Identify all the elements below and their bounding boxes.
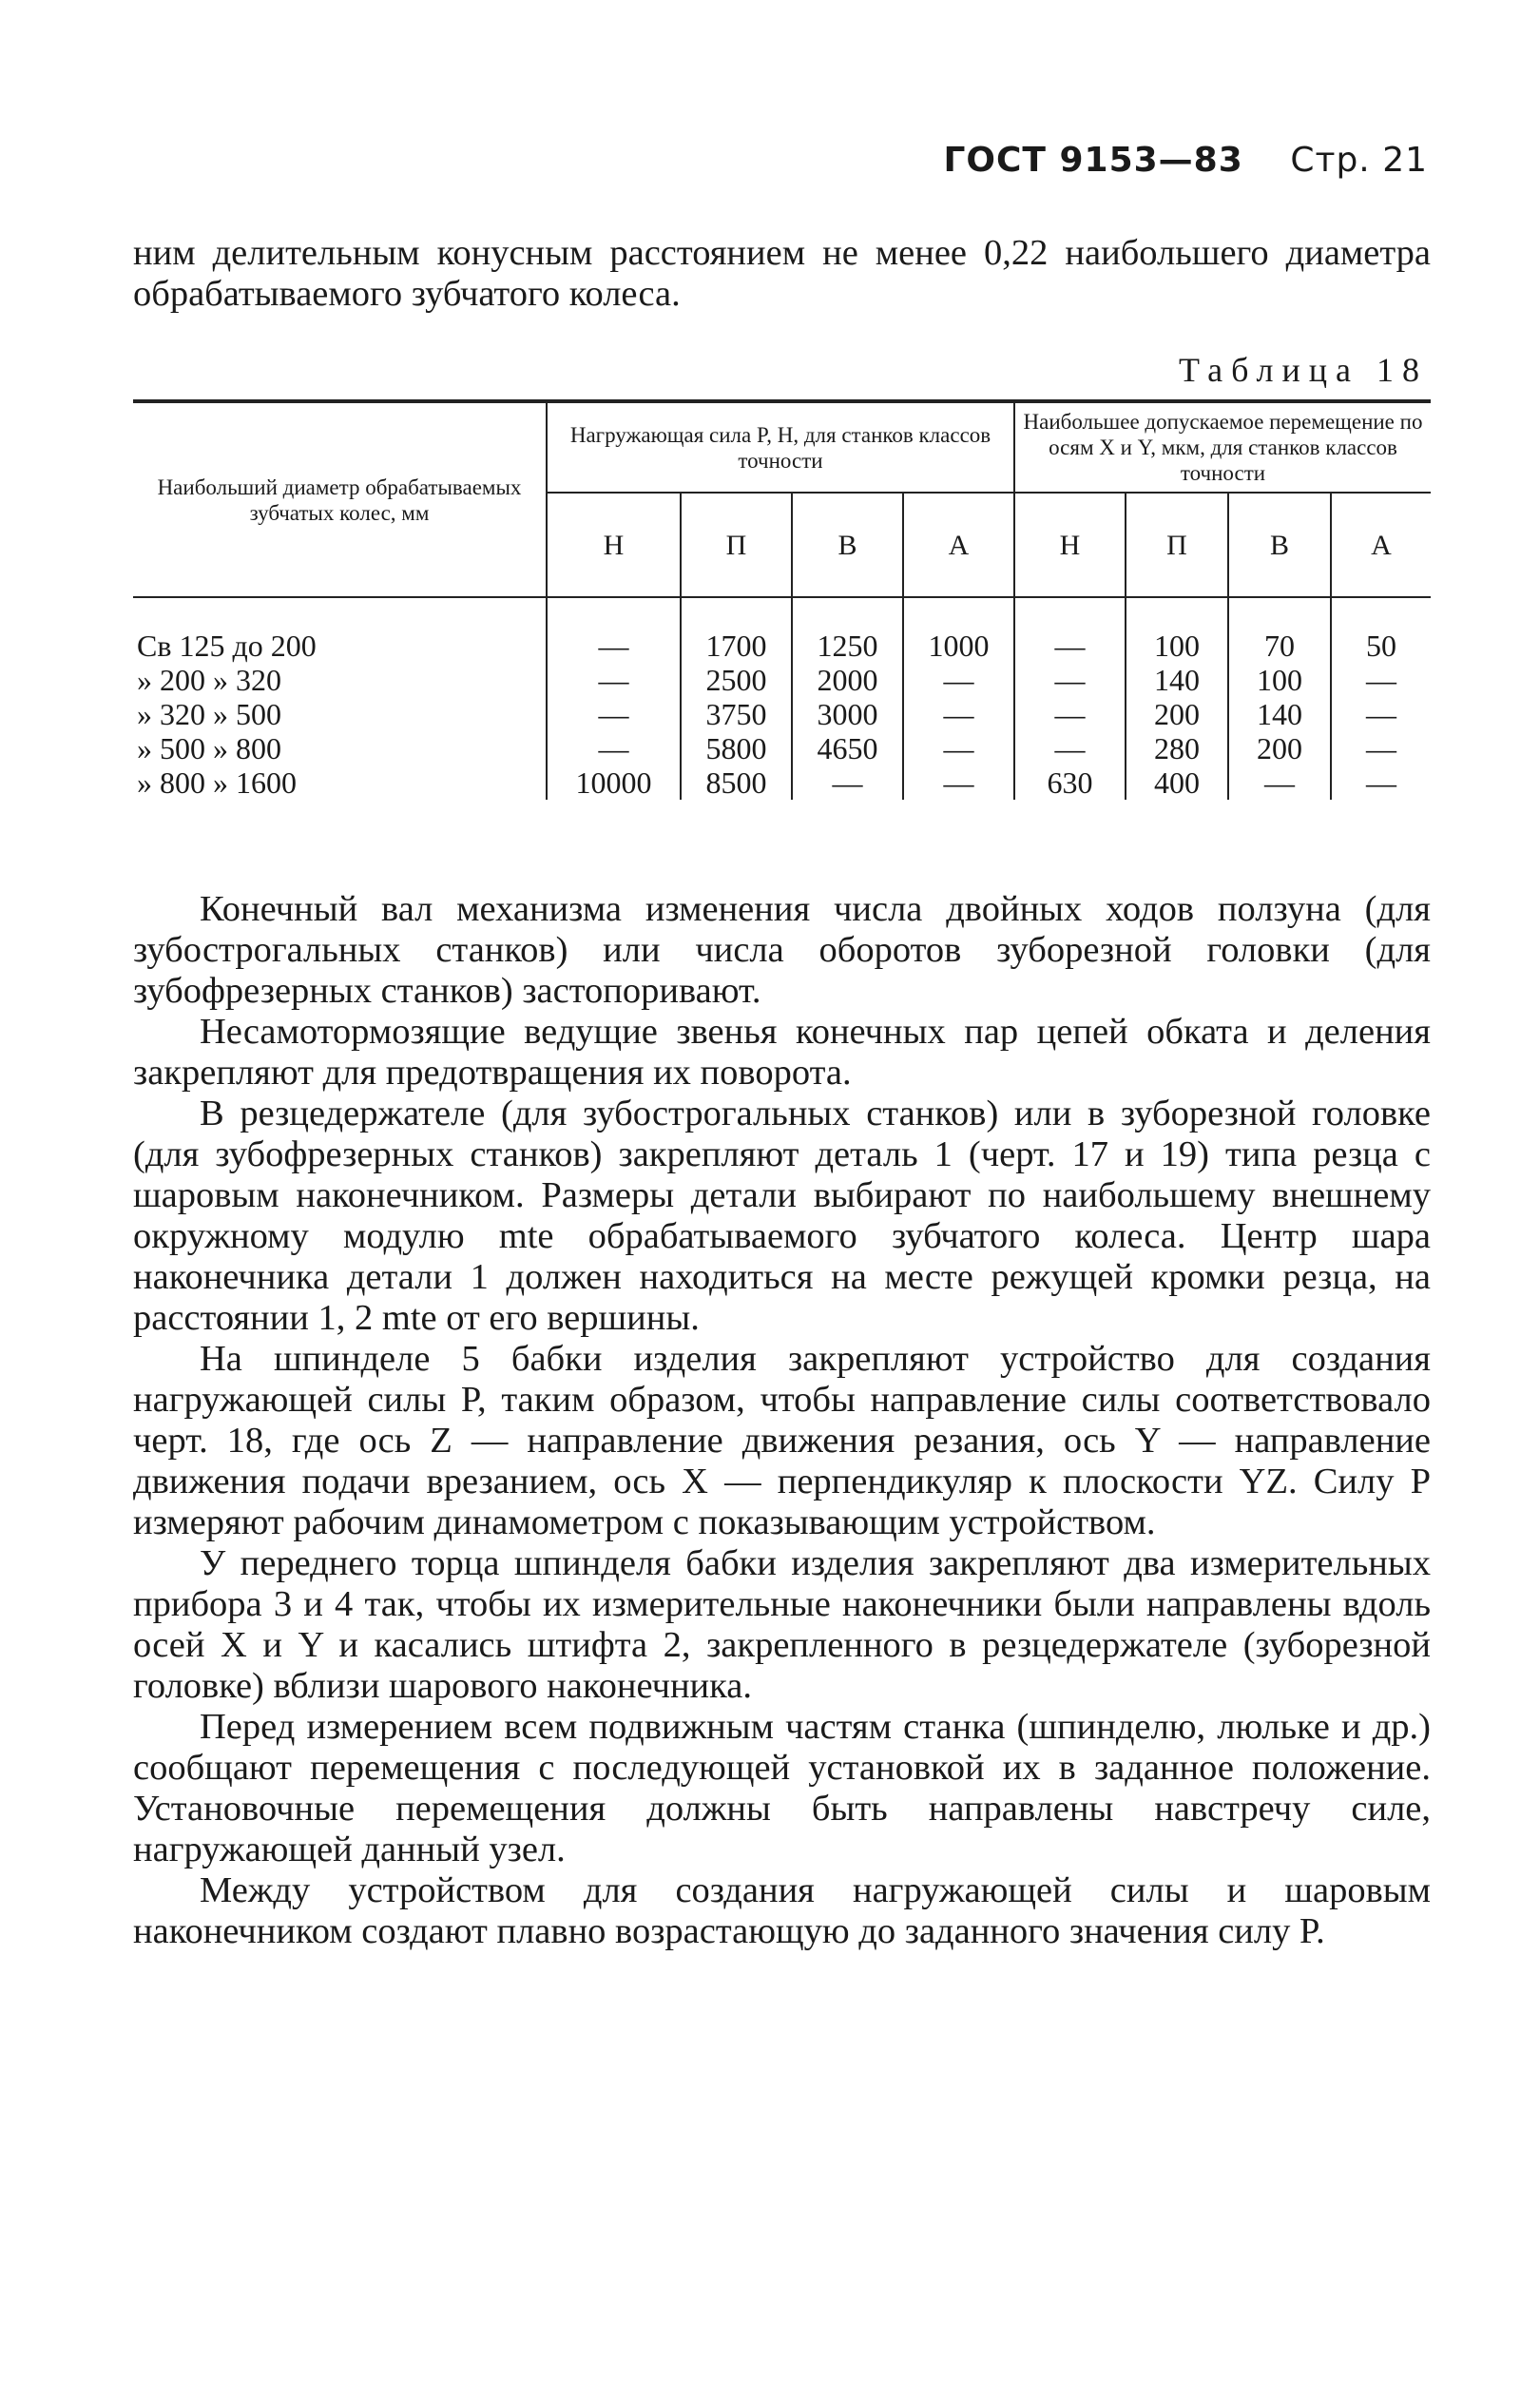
table-cell: — xyxy=(1228,765,1331,800)
table-cell: 4650 xyxy=(792,731,903,765)
table-cell: — xyxy=(547,597,681,663)
table-cell: 70 xyxy=(1228,597,1331,663)
header-class: П xyxy=(1126,493,1228,597)
header-class: Н xyxy=(1014,493,1126,597)
header-class: Н xyxy=(547,493,681,597)
table-cell: 2500 xyxy=(681,663,792,697)
table-cell: 8500 xyxy=(681,765,792,800)
table-row xyxy=(133,663,1431,697)
table-row xyxy=(133,597,1431,663)
table-cell: — xyxy=(1331,663,1431,697)
table-cell: 200 xyxy=(1228,731,1331,765)
table-cell: 1000 xyxy=(903,597,1014,663)
header-diameter: Наибольший диаметр обрабатываемых зубчатых колес, мм xyxy=(157,474,522,525)
table-cell: — xyxy=(547,697,681,731)
table-row xyxy=(133,697,1431,731)
table-title: Таблица 18 xyxy=(1179,351,1428,389)
table-cell: — xyxy=(547,731,681,765)
table-cell: — xyxy=(1014,697,1126,731)
page-header xyxy=(943,141,1428,180)
table-cell: — xyxy=(1014,663,1126,697)
table-cell: 200 xyxy=(1126,697,1228,731)
table-cell: — xyxy=(1331,697,1431,731)
intro-paragraph: ним делительным конусным расстоянием не менее 0,22 наибольшего диаметра обрабатываемого зубчатого колеса. xyxy=(133,233,1431,314)
table-cell: 140 xyxy=(1228,697,1331,731)
diameter-cell: » 200 » 320 xyxy=(137,663,281,697)
intro-text xyxy=(133,233,1431,315)
table-cell: — xyxy=(903,731,1014,765)
header-displacement: Наибольшее допускаемое перемещение по осям X и Y, мкм, для станков классов точности xyxy=(1014,401,1431,493)
table-cell: 630 xyxy=(1014,765,1126,800)
data-table xyxy=(133,399,1431,800)
diameter-cell: Св 125 до 200 xyxy=(137,629,317,663)
table-cell: — xyxy=(903,765,1014,800)
table-cell: 1250 xyxy=(792,597,903,663)
paragraph: Конечный вал механизма изменения числа двойных ходов ползуна (для зубострогальных станков) или числа оборотов зуборезной головки (для зубофрезерных станков) застопоривают. xyxy=(133,889,1431,1011)
table-cell: 50 xyxy=(1331,597,1431,663)
table-row xyxy=(133,765,1431,800)
table-cell: 2000 xyxy=(792,663,903,697)
paragraph: Несамотормозящие ведущие звенья конечных пар цепей обката и деления закрепляют для предотвращения их поворота. xyxy=(133,1012,1431,1093)
paragraph: Перед измерением всем подвижным частям станка (шпинделю, люльке и др.) сообщают перемещения с последующей установкой их в заданное положение. Установочные перемещения должны быть направлены навстречу силе, нагружающей данный узел. xyxy=(133,1707,1431,1869)
paragraph: В резцедержателе (для зубострогальных станков) или в зуборезной головке (для зубофрезерных станков) закрепляют деталь 1 (черт. 17 и 19) типа резца с шаровым наконечником. Размеры детали выбирают по наибольшему внешнему окружному модулю mte обрабатываемого зубчатого колеса. Центр шара наконечника детали 1 должен находиться на месте режущей кромки резца, на расстоянии 1, 2 mte от его вершины. xyxy=(133,1094,1431,1338)
table-cell: — xyxy=(547,663,681,697)
header-class: П xyxy=(681,493,792,597)
table-cell: 3000 xyxy=(792,697,903,731)
table-cell: — xyxy=(792,765,903,800)
table-cell: 140 xyxy=(1126,663,1228,697)
diameter-cell: » 320 » 500 xyxy=(137,697,281,731)
table-cell: 3750 xyxy=(681,697,792,731)
table-cell: 280 xyxy=(1126,731,1228,765)
table-row xyxy=(133,731,1431,765)
table-cell: 400 xyxy=(1126,765,1228,800)
header-class: В xyxy=(792,493,903,597)
table-cell: — xyxy=(1331,731,1431,765)
table-cell: — xyxy=(1014,597,1126,663)
paragraph: Между устройством для создания нагружающей силы и шаровым наконечником создают плавно возрастающую до заданного значения силу P. xyxy=(133,1870,1431,1951)
paragraph: У переднего торца шпинделя бабки изделия закрепляют два измерительных прибора 3 и 4 так, чтобы их измерительные наконечники были направлены вдоль осей X и Y и касались штифта 2, закрепленного в резцедержателе (зуборезной головке) вблизи шарового наконечника. xyxy=(133,1543,1431,1706)
table-cell: — xyxy=(1331,765,1431,800)
header-class: А xyxy=(1331,493,1431,597)
table-cell: 1700 xyxy=(681,597,792,663)
table-cell: 100 xyxy=(1126,597,1228,663)
diameter-cell: » 500 » 800 xyxy=(137,731,281,765)
table-cell: — xyxy=(903,697,1014,731)
header-class: В xyxy=(1228,493,1331,597)
table-cell: 10000 xyxy=(547,765,681,800)
table-cell: 100 xyxy=(1228,663,1331,697)
diameter-cell: » 800 » 1600 xyxy=(137,765,297,800)
standard-number: ГОСТ 9153—83 xyxy=(943,141,1243,180)
header-force: Нагружающая сила P, Н, для станков классов точности xyxy=(547,401,1014,493)
table-cell: 5800 xyxy=(681,731,792,765)
header-class: А xyxy=(903,493,1014,597)
paragraph: На шпинделе 5 бабки изделия закрепляют устройство для создания нагружающей силы P, таким образом, чтобы направление силы соответствовало черт. 18, где ось Z — направление движения резания, ось Y — направление движения подачи врезанием, ось X — перпендикуляр к плоскости YZ. Силу P измеряют рабочим динамометром с показывающим устройством. xyxy=(133,1339,1431,1542)
table-cell: — xyxy=(903,663,1014,697)
main-text xyxy=(133,889,1431,1952)
page-number: Стр. 21 xyxy=(1290,141,1428,180)
table-cell: — xyxy=(1014,731,1126,765)
